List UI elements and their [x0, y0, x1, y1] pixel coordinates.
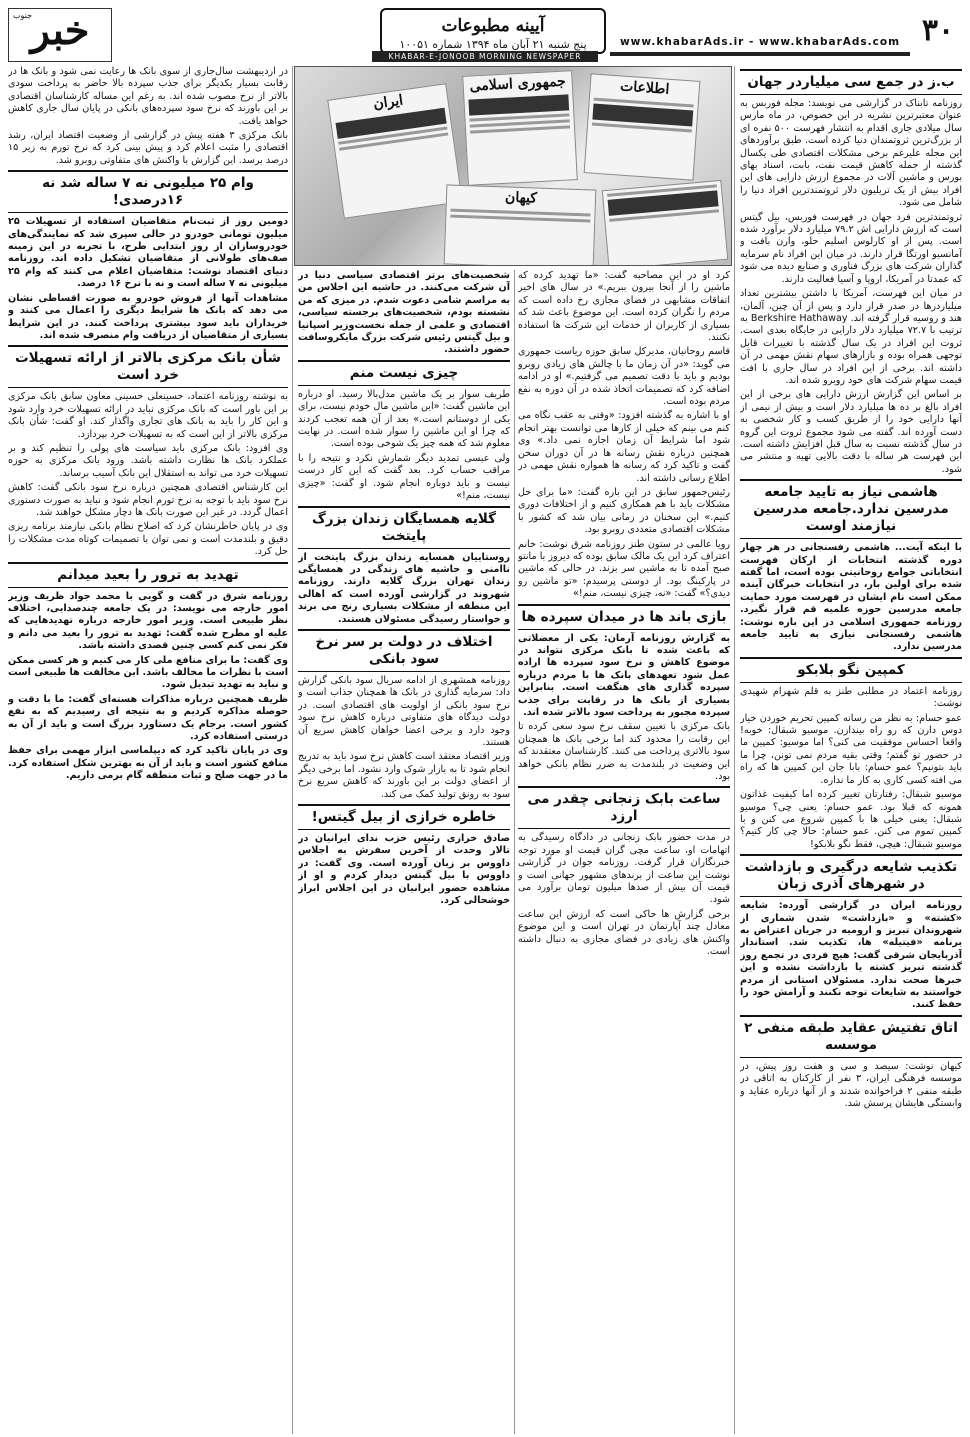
newspaper-masthead: کیهان [504, 189, 538, 207]
headline: ساعت بابک زنجانی چقدر می ارزد [518, 786, 730, 829]
paragraph: ظریف همچنین درباره مذاکرات هسته‌ای گفت: ما با دقت و حوصله مذاکره کردیم و به نتیجه ای رسیدیم که به نفع کشور است. برجام یک دستاورد بزرگ است و باید از آن به درستی استفاده کرد. [8, 693, 288, 743]
paragraph: وی گفت: ما برای منافع ملی کار می کنیم و هر کسی ممکن است با نظرات ما مخالف باشد. این مخالفت ها طبیعی است و نباید به تهدید تبدیل شود. [8, 654, 288, 691]
paragraph: کیهان نوشت: سیصد و سی و هفت روز پیش، در موسسه فرهنگی ایران، ۳ نفر از کارکنان به اتاقی در طبقه منفی ۲ فراخوانده شدند و از آنها درباره عقاید و وابستگی هایشان پرسش شد. [740, 1060, 962, 1109]
paragraph: روستاییان همسایه زندان بزرگ پایتخت از ناامنی و حاشیه های زندگی در همسایگی زندان تهران بزرگ گلایه دارند. روزنامه شهروند در گزارشی آورده است که اهالی این منطقه از مشکلات بسیاری رنج می برند و خواستار رسیدگی مسئولان هستند. [298, 551, 510, 625]
right-column [740, 66, 962, 1434]
section-title: آیینه مطبوعات [441, 16, 545, 36]
url-underline [610, 52, 910, 56]
newspaper-etelaat [584, 73, 701, 180]
paragraph: عمو حسام: به نظر من رسانه کمپین تحریم خوردن خیار دوس دارن که رو راه بیندازن. موسیو شبقال: خوبه! واقعا احساس موفقیت می کنی؟ اما موسیو: کمپین ما در حضور تو گفتم؛ وقتی بقیه مردم نمی تونن، چرا ما باید بتونیم؟ عمو حسام: بابا جان این کمپین ها که راه می افته کسی کاری به کار ما نداره. [740, 712, 962, 786]
page-number: ۳۰ [921, 13, 955, 48]
paragraph: او با اشاره به گذشته افزود: «وقتی به عقب نگاه می کنم می بینم که خیلی از کارها می توانست بهتر انجام شود اما شرایط آن زمان اجازه نمی داد.» وی همچنین درباره نقش رسانه ها در آن دوران سخن گفت و تاکید کرد که رسانه ها همواره نقش مهمی در اطلاع رسانی داشته اند. [518, 410, 730, 484]
newspaper-masthead: جمهوری اسلامی [469, 73, 567, 95]
paragraph: وی در پایان تاکید کرد که دیپلماسی ابزار مهمی برای حفظ منافع کشور است و باید از آن به بهترین شکل استفاده کرد. ما در جهت صلح و ثبات منطقه گام برمی داریم. [8, 745, 288, 782]
paragraph: وی افزود: بانک مرکزی باید سیاست های پولی را تنظیم کند و بر عملکرد بانک ها نظارت داشته باشد. ورود بانک مرکزی به حوزه تسهیلات خرد می تواند به استقلال این بانک آسیب برساند. [8, 442, 288, 479]
newspaper-kayhan [444, 184, 597, 266]
paragraph: رویا عالمی در ستون طنز روزنامه شرق نوشت: خانم اعتراف کرد این یک مالک سابق بوده که دیروز با مانتو صبح آمده تا به ماشین سر بزند. در حالی که ماشین در پارکینگ بود. از دوستی پرسیدم: «تو ماشین رو دیدی؟» گفت: «نه، چیزی نیست، منم!» [518, 538, 730, 600]
headline: هاشمی نیاز به تایید جامعه مدرسین ندارد.جامعه مدرسین نیازمند اوست [740, 479, 962, 539]
paragraph: به گزارش روزنامه آرمان: یکی از معضلاتی که باعث شده تا بانک مرکزی نتواند در موضوع کاهش و نرخ سود سپرده ها اراده عمل شود تعهدهای بانک ها با مردم درباره سپرده گذاری های هنگفت است. بنابراین بسیاری از بانک ها در رقابت برای جذب سپرده مجبور به پرداخت سود بالاتر شده اند. [518, 632, 730, 718]
lead-paragraph: شخصیت‌های برتر اقتصادی سیاسی دنیا در آن شرکت می‌کنند. در حاشیه این اجلاس من به مراسم شامی دعوت شدم. در میزی که من نشسته بودم، شخصیت‌های برجسته سیاسی، اقتصادی و علمی از جمله نخست‌وزیر اسپانیا و بیل گیتس رئیس شرکت بزرگ مایکروسافت حضور داشتند. [298, 270, 510, 356]
paragraph: بانک مرکزی ۳ هفته پیش در گزارشی از وضعیت اقتصاد ایران، رشد اقتصادی را مثبت اعلام کرد و پیش بینی کرد که نرخ تورم به زیر ۱۵ درصد برسد. این گزارش با واکنش های متفاوتی روبرو شد. [8, 130, 288, 166]
paragraph: با اینکه آیت... هاشمی رفسنجانی در هر چهار دوره گذشته انتخابات از ارکان فهرست انتخاباتی جوامع روحانیتی بوده است، اما گفته شده برای اولین بار، در انتخابات خبرگان آینده ممکن است نام ایشان در فهرست مورد حمایت جامعه مدرسین حوزه علمیه قم قرار نگیرد. روزنامه جمهوری اسلامی در این باره نوشت: هاشمی رفسنجانی نیازی به تایید جامعه مدرسین ندارد. [740, 542, 962, 653]
newspaper-masthead: اطلاعات [619, 78, 670, 98]
newspaper-image-block [468, 94, 569, 115]
newspaper-logo [8, 8, 112, 62]
headline: چیزی نیست منم [298, 360, 510, 386]
middle-left-column [298, 270, 510, 1434]
headline: شأن بانک مرکزی بالاتر از ارائه تسهیلات خرد است [8, 345, 288, 388]
paragraph: ثروتمندترین فرد جهان در فهرست فوربس، بیل گیتس است که ارزش دارایی اش ۷۹.۲ میلیارد دلار برآورد شده است. پس از او کارلوس اسلیم حلو، وارن بافت و آمانسیو اورتگا قرار دارند. در میان این افراد نام سرمایه گذاران شرکت های بزرگ فناوری و صنایع دیده می شود که عمدتا در آمریکا، اروپا و آسیا فعالیت دارند. [740, 211, 962, 285]
paragraph: در میان این فهرست، آمریکا با داشتن بیشترین تعداد میلیاردرها در صدر قرار دارد و پس از آن چین، آلمان، هند و روسیه قرار گرفته اند. Berkshire Hathaway به ترتیب با ۷۲.۷ میلیارد دلار دارایی در جایگاه بعدی است. ثروت این افراد در یک سال گذشته با تغییرات قابل توجهی همراه بوده و بازارهای سهام نقش مهمی در آن داشته اند. برخی از این افراد در سال جاری با افت قیمت سهام شرکت های خود روبرو شده اند. [740, 288, 962, 386]
headline: بازی باند ها در میدان سپرده ها [518, 604, 730, 630]
left-column [8, 66, 288, 1434]
headline: تکذیب شایعه درگیری و بازداشت در شهرهای آذری زبان [740, 854, 962, 897]
paragraph: مشاهدات آنها از فروش خودرو به صورت اقساطی نشان می دهد که بانک ها شرایط دیگری را اعمال می کنند و خریداران باید سود بیشتری پرداخت کنند. در این شرایط بسیاری از متقاضیان از دریافت وام منصرف شده اند. [8, 292, 288, 341]
logo-text: خبر [30, 8, 90, 54]
newspaper-masthead: ایران [372, 92, 404, 113]
paragraph: بر اساس این گزارش ارزش دارایی های برخی از این افراد بالغ بر ده ها میلیارد دلار است و بیش از نیمی از آنها دارایی خود را از طریق کسب و کار شخصی به دست آورده اند. گفته می شود مجموع ثروت این گروه در سال گذشته نسبت به سال قبل افزایش داشته است. این فهرست هر ساله با دقت بالایی تهیه و منتشر می شود. [740, 389, 962, 475]
paragraph: طریف سوار بر یک ماشین مدل‌بالا رسید. او درباره این ماشین گفت: «این ماشین مال خودم نیست، برای یکی از دوستانم است.» بعد از آن همه تعجب کردند که چرا او این ماشین را سوار شده است. در نهایت معلوم شد که همه چیز یک شوخی بوده است. [298, 388, 510, 450]
paragraph: بانک مرکزی با تعیین سقف نرخ سود سعی کرده تا این رقابت را محدود کند اما برخی بانک ها همچنان سود بالاتری پرداخت می کنند. کارشناسان معتقدند که این وضعیت در بلندمدت به ضرر نظام بانکی خواهد بود. [518, 721, 730, 783]
newspapers-photo [294, 66, 732, 266]
paragraph: در مدت حضور بابک زنجانی در دادگاه رسیدگی به اتهامات او، ساعت مچی گران قیمت او مورد توجه خبرنگاران قرار گرفت. روزنامه جوان در گزارشی نوشت این ساعت از برندهای مشهور جهانی است و قیمت آن بیش از صدها میلیون تومان برآورد می شود. [518, 832, 730, 906]
english-banner: KHABAR-E-JONOOB MORNING NEWSPAPER [372, 51, 598, 62]
paragraph: روزنامه شرق در گفت و گویی با محمد جواد ظریف وزیر امور خارجه می نویسد: در یک جامعه چندصدایی، اختلاف نظر طبیعی است. وزیر امور خارجه درباره تهدیدهایی که علیه او مطرح شده گفت: تهدید به ترور را بعید می دانم و فکر نمی کنم کسی چنین قصدی داشته باشد. [8, 590, 288, 652]
paragraph: این کارشناس اقتصادی همچنین درباره نرخ سود بانکی گفت: کاهش نرخ سود باید با توجه به نرخ تورم انجام شود و نباید به صورت دستوری اعمال گردد. در غیر این صورت بانک ها دچار مشکل خواهند شد. [8, 482, 288, 518]
paragraph: ولی عیسی تمدید دیگر شمارش نکرد و نتیجه را با مراقب حساب کرد. بعد گفت که این کار درست نیست و باید دوباره انجام شود. او گفت: «چیزی نیست، منم!» [298, 452, 510, 502]
column-divider [292, 66, 293, 1434]
headline: خاطره خرازی از بیل گیتس! [298, 804, 510, 830]
middle-right-column [518, 270, 730, 1434]
headline: تهدید به ترور را بعید میدانم [8, 562, 288, 588]
column-divider [514, 270, 515, 1434]
paragraph: رئیس‌جمهور سابق در این باره گفت: «ما برای حل مشکلات باید با هم همکاری کنیم و از اختلافات دوری کنیم.» این سخنان در زمانی بیان شد که کشور با مشکلات اقتصادی متعددی روبرو بود. [518, 486, 730, 536]
headline: کمپین نگو بلابکو [740, 657, 962, 683]
newspaper-jomhouri [462, 70, 578, 186]
paragraph: در اردیبهشت سال‌جاری از سوی بانک ها رعایت نمی شود و بانک ها در رقابت بسیار یکدیگر برای جذب سپرده بالا حاضر به پرداخت سودی بالاتر از نرخ مصوب شده اند. به رغم این مساله کارشناسان اقتصادی بر این باورند که نرخ سود سپرده‌های بانکی در پایان سال جاری کاهش خواهد یافت. [8, 66, 288, 127]
section-box [380, 8, 606, 54]
headline: گلایه همسایگان زندان بزرگ پایتخت [298, 506, 510, 549]
issue-date: پنج شنبه ۲۱ آبان ماه ۱۳۹۴ شماره ۱۰۰۵۱ [399, 38, 587, 51]
newspaper-iran [327, 83, 463, 219]
headline: ب.ز در جمع سی میلیاردر جهان [740, 69, 962, 95]
logo-subtext: جنوب [13, 11, 33, 20]
paragraph: کرد او در این مصاحبه گفت: «ما تهدید کرده که ماشین را از آنجا بیرون ببریم.» در سال های اخیر اتفاقات مشابهی در فضای مجازی رخ داده است که مردم را نگران کرده است. این موضوع باعث شد که بسیاری از کاربران از خدمات این شرکت ها استفاده نکنند. [518, 270, 730, 344]
paragraph: روزنامه تابناک در گزارشی می نویسد: مجله فوربس به عنوان معتبرترین نشریه در این خصوص، در ماه مارس سال میلادی جاری اقدام به انتشار فهرست ۵۰۰ نفره ای از بزرگ‌ترین ثروتمندان دنیا کرده است. طبق برآوردهای این مجله علیرغم برخی مشکلات اقتصادی طی یکسال گذشته از جمله کاهش قیمت نفت، بابت، اسناد بهای بورس و ماشین آلات در مجموع ارزش دارایی های این افراد بیش از یک تریلیون دلار ثروتمندترین افراد دنیا را شامل می شود. [740, 98, 962, 209]
paragraph: روزنامه همشهری از ادامه سریال سود بانکی گزارش داد: سرمایه گذاری در بانک ها همچنان جذاب است و نرخ سود بانکی از اولویت های اقتصادی است. در دولت دیدگاه های متفاوتی درباره کاهش نرخ سود وجود دارد و برخی اعضا خواهان کاهش سریع آن هستند. [298, 674, 510, 748]
paragraph: وی در پایان خاطرنشان کرد که اصلاح نظام بانکی نیازمند برنامه ریزی دقیق و بلندمدت است و نمی توان با تصمیمات کوتاه مدت مشکلات را حل کرد. [8, 521, 288, 558]
newspaper [602, 180, 729, 266]
paragraph: روزنامه ایران در گزارشی آورده: شایعه «کشته» و «بازداشت» شدن شماری از شهروندان تبریز و ارومیه در جریان اعتراض به برنامه «فیتیله» ها، تکذیب شد. استاندار آذربایجان شرقی گفت: هیچ فردی در تجمع روز گذشته تبریز کشته یا بازداشت نشده و این خبرها صحت ندارد. مسئولان استانی از مردم خواستند به شایعات توجه نکنند و آرامش خود را حفظ کنند. [740, 900, 962, 1011]
paragraph: روزنامه اعتماد در مطلبی طنز به قلم شهرام شهیدی نوشت: [740, 685, 962, 710]
paragraph: قاسم روحانیان، مدیرکل سابق حوزه ریاست جمهوری می گوید: «در آن زمان ما با چالش های زیادی روبرو بودیم و باید با دقت تصمیم می گرفتیم.» او در ادامه اضافه کرد که تصمیمات اتخاذ شده در آن دوره به نفع مردم بوده است. [518, 346, 730, 408]
headline: اتاق تفتیش عقاید طبقه منفی ۲ موسسه [740, 1015, 962, 1058]
headline: اختلاف در دولت بر سر نرخ سود بانکی [298, 629, 510, 672]
paragraph: برخی گزارش ها حاکی است که ارزش این ساعت معادل چند آپارتمان در تهران است و این موضوع واکنش های زیادی در فضای مجازی به دنبال داشته است. [518, 908, 730, 958]
paragraph: صادق خرازی رئیس حزب ندای ایرانیان در تالار وحدت از آخرین سفرش به اجلاس داووس بر زبان آورده است. وی گفت: در داووس با بیل گیتس دیدار کردم و او از مشاهده حضور ایرانیان در این اجلاس ابراز خوشحالی کرد. [298, 833, 510, 907]
headline: وام ۲۵ میلیونی نه ۷ ساله شد نه ۱۶درصدی! [8, 170, 288, 213]
column-divider [734, 66, 735, 1434]
paragraph: به نوشته روزنامه اعتماد، حسینعلی حسینی معاون سابق بانک مرکزی بر این باور است که بانک مرکزی نباید در ارائه تسهیلات خرد وارد شود و این کار را باید به بانک های تجاری واگذار کند. او گفت: شأن بانک مرکزی بالاتر از این است که به تسهیلات خرد بپردازد. [8, 391, 288, 440]
paragraph: دومین روز از ثبت‌نام متقاضیان استفاده از تسهیلات ۲۵ میلیون تومانی خودرو در حالی سپری شد که نمایندگی‌های خودروسازان از روز ابتدایی طرح، با تجربه در این زمینه صف‌های طولانی از متقاضیان تشکیل داده اند. روزنامه دنیای اقتصاد نوشت: متقاضیان اعلام می کنند که وام ۲۵ میلیونی نه ۷ ساله است و نه با نرخ ۱۶ درصد. [8, 216, 288, 290]
site-urls[interactable]: www.khabarAds.ir - www.khabarAds.com [619, 36, 901, 48]
paragraph: وزیر اقتصاد معتقد است کاهش نرخ سود باید به تدریج انجام شود تا به بازار شوک وارد نشود. اما برخی دیگر از اعضای دولت بر این باورند که کاهش سریع نرخ سود به رونق تولید کمک می کند. [298, 751, 510, 800]
paragraph: موسیو شبقال: رفتارتان تغییر کرده اما کیفیت غذاتون همونه که قبلا بود. عمو حسام: یعنی چی؟ موسیو شبقال: یعنی خیلی ها با کمپین شروع می کنن و با کمپین تموم می کنن. عمو حسام: حالا چی کار کنیم؟ موسیو شبقال: هیچی، فقط نگو بلابکو! [740, 789, 962, 850]
